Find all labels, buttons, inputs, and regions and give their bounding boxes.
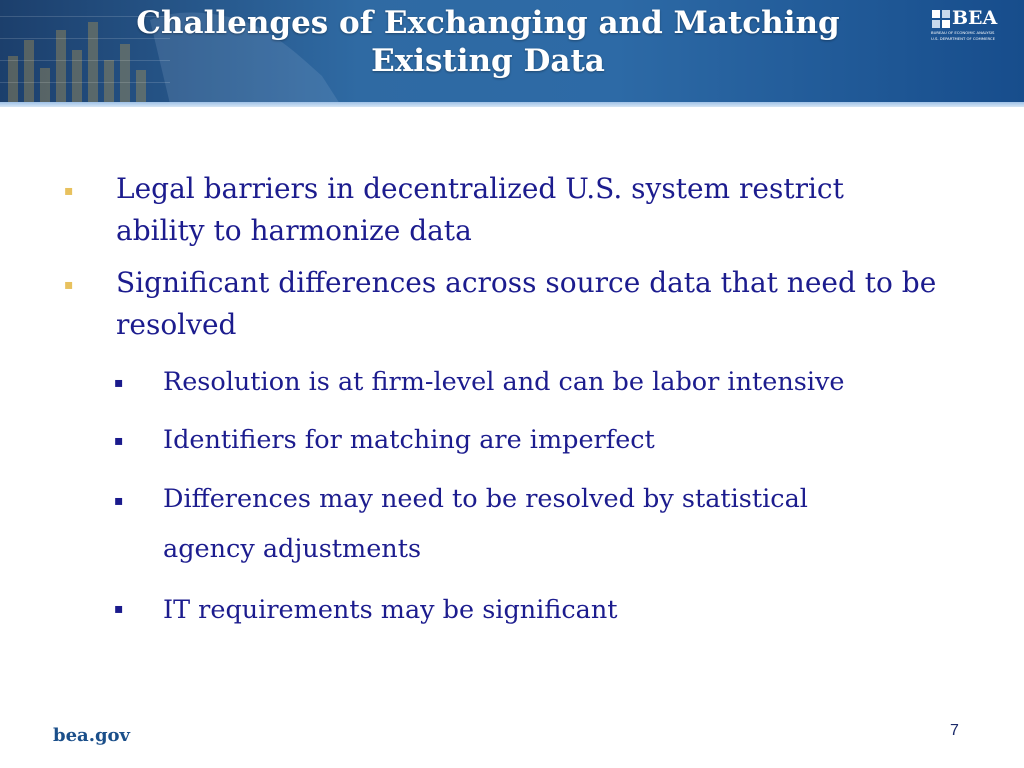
- sub-bullet-marker: ▪: [114, 493, 124, 509]
- logo-subtitle-1: BUREAU OF ECONOMIC ANALYSIS: [931, 30, 995, 35]
- sub-bullet-text: IT requirements may be significant: [163, 595, 618, 625]
- sub-bullet-text: Identifiers for matching are imperfect: [163, 425, 655, 455]
- bullet-marker: ▪: [64, 277, 74, 293]
- sub-bullet-marker: ▪: [114, 433, 124, 449]
- logo-wordmark: BEA: [952, 7, 998, 29]
- sub-bullet-text: Differences may need to be resolved by statistical agency adjustments: [163, 484, 808, 564]
- footer-link[interactable]: bea.gov: [53, 725, 131, 746]
- sub-bullet-marker: ▪: [114, 375, 124, 391]
- slide-title: Challenges of Exchanging and Matching Existing Data: [136, 5, 840, 79]
- bullet-text: Significant differences across source data that need to be resolved: [116, 266, 937, 341]
- bullet-marker: ▪: [64, 183, 74, 199]
- sub-bullet-marker: ▪: [114, 601, 124, 617]
- logo-subtitle-2: U.S. DEPARTMENT OF COMMERCE: [931, 36, 995, 41]
- sub-bullet-text: Resolution is at firm-level and can be labor intensive: [163, 367, 845, 397]
- page-number: 7: [950, 722, 959, 739]
- bullet-text: Legal barriers in decentralized U.S. system restrict ability to harmonize data: [116, 172, 844, 247]
